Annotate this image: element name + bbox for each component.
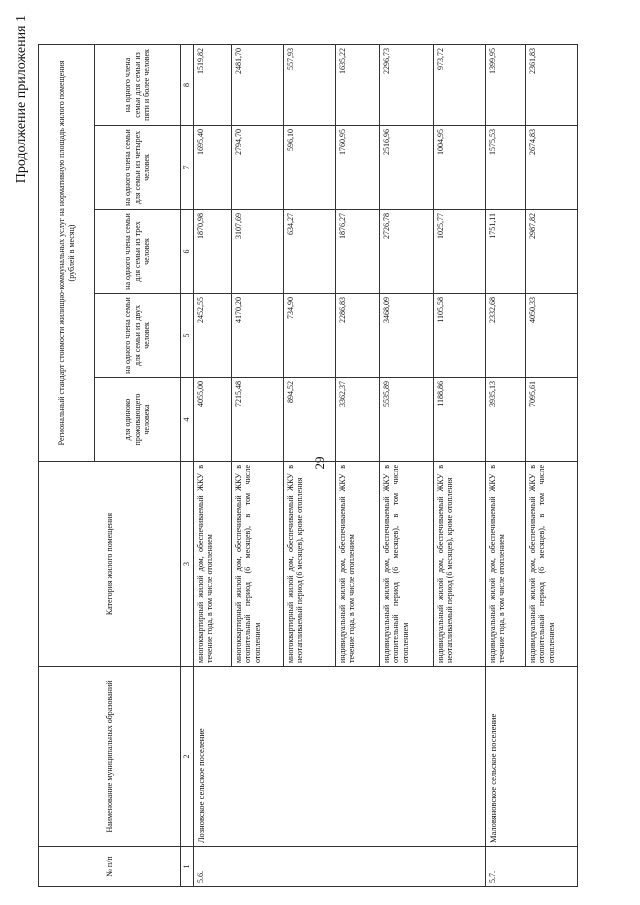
value-cell: 1188,86 — [433, 378, 485, 462]
index-cell: 4 — [181, 378, 194, 462]
value-cell: 894,52 — [283, 378, 335, 462]
value-cell: 4170,20 — [231, 294, 283, 378]
value-cell: 7215,48 — [231, 378, 283, 462]
value-cell: 2481,70 — [231, 44, 283, 125]
value-cell: 2516,96 — [379, 126, 433, 210]
index-cell: 1 — [181, 847, 194, 887]
category-cell: многоквартирный жилой дом, обеспечиваемый ЖКУ в течение года, в том числе отоплением — [193, 462, 231, 667]
value-cell: 2286,83 — [335, 294, 379, 378]
value-cell: 1519,82 — [193, 44, 231, 125]
subheader-single: для одиноко проживающего человека — [95, 378, 181, 462]
value-cell: 2361,83 — [525, 44, 577, 125]
index-cell: 5 — [181, 294, 194, 378]
municipality-name: Маловяновское сельское поселение — [485, 667, 577, 847]
category-cell: индивидуальный жилой дом, обеспечиваемый ЖКУ в отопительный период (6 месяцев), в том числе отоплением — [525, 462, 577, 667]
value-cell: 1760,95 — [335, 126, 379, 210]
value-cell: 973,72 — [433, 44, 485, 125]
value-cell: 2794,70 — [231, 126, 283, 210]
value-cell: 557,93 — [283, 44, 335, 125]
value-cell: 1025,77 — [433, 210, 485, 294]
value-cell: 2726,78 — [379, 210, 433, 294]
value-cell: 1751,11 — [485, 210, 525, 294]
value-cell: 1876,27 — [335, 210, 379, 294]
value-cell: 3468,09 — [379, 294, 433, 378]
value-cell: 3935,13 — [485, 378, 525, 462]
appendix-title: Продолжение приложения 1 — [14, 15, 29, 184]
page-number: 29 — [312, 456, 327, 470]
header-municipality: Наименование муниципальных образований — [39, 667, 181, 847]
value-cell: 2674,83 — [525, 126, 577, 210]
subheader-three: на одного члена семьи для семьи из трех человек — [95, 210, 181, 294]
table-row — [485, 44, 525, 886]
value-cell: 1575,53 — [485, 126, 525, 210]
category-cell: многоквартирный жилой дом, обеспечиваемый ЖКУ в отопительный период (6 месяцев), в том числе отоплением — [231, 462, 283, 667]
subheader-two: на одного члена семьи для семьи из двух человек — [95, 294, 181, 378]
value-cell: 2987,82 — [525, 210, 577, 294]
value-cell: 734,90 — [283, 294, 335, 378]
value-cell: 3362,37 — [335, 378, 379, 462]
index-cell: 2 — [181, 667, 194, 847]
value-cell: 7095,61 — [525, 378, 577, 462]
subheader-five-plus: на одного члена семьи для семьи из пяти и более человек — [95, 44, 181, 125]
value-cell: 3107,69 — [231, 210, 283, 294]
row-number: 5.6. — [193, 847, 485, 887]
table-row — [193, 44, 231, 886]
value-cell: 5535,89 — [379, 378, 433, 462]
index-cell: 7 — [181, 126, 194, 210]
value-cell: 1004,95 — [433, 126, 485, 210]
index-cell: 8 — [181, 44, 194, 125]
value-cell: 634,27 — [283, 210, 335, 294]
header-no: № п/п — [39, 847, 181, 887]
value-cell: 2452,55 — [193, 294, 231, 378]
category-cell: индивидуальный жилой дом, обеспечиваемый ЖКУ в течение года, в том числе отоплением — [485, 462, 525, 667]
header-standard: Региональный стандарт стоимости жилищно-коммунальных услуг на нормативную площадь жилого помещения (рублей в месяц) — [39, 44, 95, 461]
value-cell: 2296,73 — [379, 44, 433, 125]
index-cell: 3 — [181, 462, 194, 667]
value-cell: 1399,95 — [485, 44, 525, 125]
value-cell: 1870,98 — [193, 210, 231, 294]
value-cell: 1635,22 — [335, 44, 379, 125]
category-cell: индивидуальный жилой дом, обеспечиваемый ЖКУ в неотапливаемый период (6 месяцев), кроме отопления — [433, 462, 485, 667]
category-cell: многоквартирный жилой дом, обеспечиваемый ЖКУ в неотапливаемый период (6 месяцев), кроме отопления — [283, 462, 335, 667]
value-cell: 596,10 — [283, 126, 335, 210]
header-category: Категория жилого помещения — [39, 462, 181, 667]
value-cell: 2332,68 — [485, 294, 525, 378]
category-cell: индивидуальный жилой дом, обеспечиваемый ЖКУ в течение года, в том числе отоплением — [335, 462, 379, 667]
value-cell: 1695,40 — [193, 126, 231, 210]
value-cell: 4050,33 — [525, 294, 577, 378]
subheader-four: на одного члена семьи для семьи из четырех человек — [95, 126, 181, 210]
category-cell: индивидуальный жилой дом, обеспечиваемый ЖКУ в отопительный период (6 месяцев), в том числе отоплением — [379, 462, 433, 667]
value-cell: 4055,00 — [193, 378, 231, 462]
municipality-name: Лозновское сельское поселение — [193, 667, 485, 847]
row-number: 5.7. — [485, 847, 577, 887]
housing-cost-standard-table — [38, 44, 578, 887]
value-cell: 1105,58 — [433, 294, 485, 378]
index-cell: 6 — [181, 210, 194, 294]
